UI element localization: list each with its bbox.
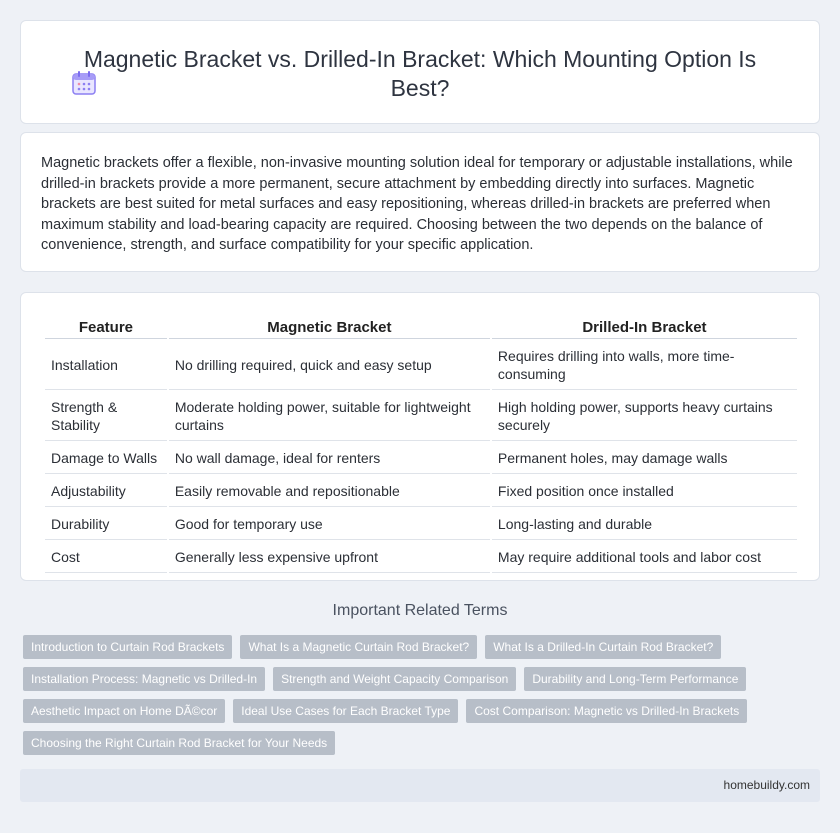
related-term-link[interactable]: Strength and Weight Capacity Comparison bbox=[273, 667, 516, 691]
cell-feature: Adjustability bbox=[45, 476, 167, 507]
table-row bbox=[45, 509, 797, 540]
comparison-table bbox=[43, 311, 799, 575]
cell-drilled: May require additional tools and labor cost bbox=[492, 542, 797, 573]
header-drilled: Drilled-In Bracket bbox=[492, 313, 797, 339]
related-term-link[interactable]: Aesthetic Impact on Home DÃ©cor bbox=[23, 699, 225, 723]
footer-site-link[interactable]: homebuildy.com bbox=[723, 778, 810, 792]
cell-magnetic: Good for temporary use bbox=[169, 509, 490, 540]
page-title: Magnetic Bracket vs. Drilled-In Bracket: Which Mounting Option Is Best? bbox=[83, 46, 757, 101]
related-term-link[interactable]: Choosing the Right Curtain Rod Bracket for Your Needs bbox=[23, 731, 335, 755]
table-row bbox=[45, 443, 797, 474]
intro-paragraph: Magnetic brackets offer a flexible, non-invasive mounting solution ideal for temporary or adjustable installations, while drilled-in brackets provide a more permanent, secure attachment by embedding directly into surfaces. Magnetic brackets are best suited for metal surfaces and easy repositioning, whereas drilled-in brackets are preferred when maximum stability and load-bearing capacity are required. Choosing between the two depends on the balance of convenience, strength, and surface compatibility for your specific application. bbox=[41, 155, 793, 253]
cell-drilled: Requires drilling into walls, more time-consuming bbox=[492, 341, 797, 390]
comparison-card bbox=[20, 292, 820, 581]
cell-feature: Strength & Stability bbox=[45, 392, 167, 441]
footer bbox=[20, 769, 820, 802]
cell-feature: Damage to Walls bbox=[45, 443, 167, 474]
related-terms-heading: Important Related Terms bbox=[332, 602, 508, 619]
cell-feature: Cost bbox=[45, 542, 167, 573]
table-header-row bbox=[45, 313, 797, 339]
related-term-link[interactable]: Installation Process: Magnetic vs Drilled-In bbox=[23, 667, 265, 691]
related-term-link[interactable]: Introduction to Curtain Rod Brackets bbox=[23, 635, 232, 659]
table-row bbox=[45, 392, 797, 441]
related-terms-list bbox=[23, 635, 803, 755]
table-row bbox=[45, 341, 797, 390]
cell-feature: Installation bbox=[45, 341, 167, 390]
related-term-link[interactable]: What Is a Magnetic Curtain Rod Bracket? bbox=[240, 635, 477, 659]
related-term-link[interactable]: Cost Comparison: Magnetic vs Drilled-In Brackets bbox=[466, 699, 747, 723]
intro-card bbox=[20, 132, 820, 272]
cell-magnetic: Moderate holding power, suitable for lightweight curtains bbox=[169, 392, 490, 441]
related-term-link[interactable]: What Is a Drilled-In Curtain Rod Bracket? bbox=[485, 635, 721, 659]
cell-magnetic: Generally less expensive upfront bbox=[169, 542, 490, 573]
cell-drilled: Fixed position once installed bbox=[492, 476, 797, 507]
cell-feature: Durability bbox=[45, 509, 167, 540]
cell-drilled: Long-lasting and durable bbox=[492, 509, 797, 540]
title-card bbox=[20, 20, 820, 124]
table-row bbox=[45, 542, 797, 573]
header-feature: Feature bbox=[45, 313, 167, 339]
related-term-link[interactable]: Ideal Use Cases for Each Bracket Type bbox=[233, 699, 458, 723]
cell-magnetic: No wall damage, ideal for renters bbox=[169, 443, 490, 474]
related-term-link[interactable]: Durability and Long-Term Performance bbox=[524, 667, 746, 691]
cell-drilled: High holding power, supports heavy curtains securely bbox=[492, 392, 797, 441]
table-row bbox=[45, 476, 797, 507]
header-magnetic: Magnetic Bracket bbox=[169, 313, 490, 339]
cell-drilled: Permanent holes, may damage walls bbox=[492, 443, 797, 474]
cell-magnetic: No drilling required, quick and easy setup bbox=[169, 341, 490, 390]
cell-magnetic: Easily removable and repositionable bbox=[169, 476, 490, 507]
